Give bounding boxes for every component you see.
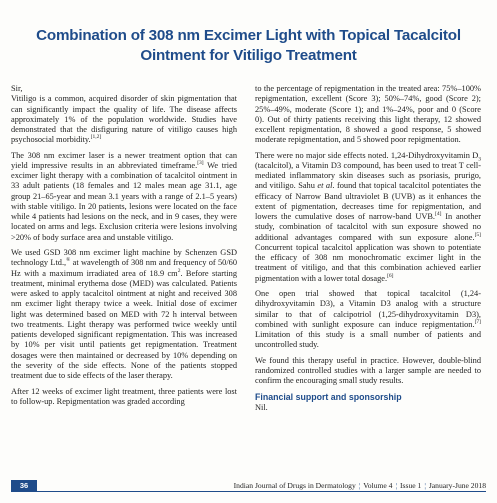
journal-info <box>234 481 486 491</box>
paragraph-methods <box>11 151 237 243</box>
paragraph-followup-text: After 12 weeks of excimer light treatment, three patients were lost to follow-up. Repigmentation was graded according <box>11 386 237 406</box>
right-column <box>255 84 481 418</box>
citation-ref: [7] <box>474 319 481 326</box>
superscript-exponent: 2 <box>177 267 181 274</box>
paragraph-procedure <box>11 248 237 381</box>
paragraph-procedure-text-a: We used GSD 308 nm excimer light machine by Schenzen GSD technology Ltd., <box>11 248 237 268</box>
page-number: 36 <box>11 480 37 492</box>
paragraph-conclusion <box>255 356 481 387</box>
paragraph-procedure-text-b: at wavelength of 308 nm and frequency of 50/60 Hz with a maximum irradiated area of 18.9 cm <box>11 258 237 278</box>
subscript: 3 <box>478 156 481 163</box>
paragraph-methods-text-b: We tried excimer light therapy with a combination of tacalcitol ointment in 33 adult patients (18 females and 12 males mean age 31.1, age group 21–65-year and mean 3.1 years with a range of 2.1–5 years) with stable vitiligo. In 20 patients, lesions were located on the face while 4 patients had lesions on the neck, and in 9 cases, they were located on arms and legs. Exclusion criteria were lesions involving >20% of body surface area and unstable vitiligo. <box>11 160 237 242</box>
journal-issue: Issue 1 <box>400 481 422 490</box>
paragraph-followup <box>11 387 237 408</box>
paragraph-discussion-text-a: There were no major side effects noted. 1,24-Dihydroxyvitamin D <box>255 150 479 160</box>
paragraph-open-trial-text-b: Limitation of this study is a small number of patients and uncontrolled study. <box>255 330 481 350</box>
paragraph-procedure-text-c: . Before starting treatment, minimal erythema dose (MED) was calculated. Patients were asked to apply tacalcitol ointment at night and received 308 nm excimer light therapy twice a week. Initial dose of excimer light was determined based on MED with 72 h interval between two treatments. Light therapy was performed twice weekly until patients developed significant repigmentation. This was increased by 10% per visit until patients get repigmentation. Treatment dosages were then maintained or decreased by 10% depending on the severity of the side effects. None of the patients stopped treatment due to side effects of the laser therapy. <box>11 268 237 381</box>
citation-ref: [5] <box>474 231 481 238</box>
registered-mark: ® <box>66 257 71 264</box>
paragraph-grading-text: to the percentage of repigmentation in the treated area: 75%–100% repigmentation, excellent (Score 3); 50%–74%, good (Score 2); 25%–49%, moderate (Score 1); and 1%–24%, poor and 0 (Score 0). Out of thirty patients receiving this light therapy, 12 showed excellent repigmentation, 8 showed a good response, 5 showed moderate repigmentation, and 5 showed poor repigmentation. <box>255 84 481 145</box>
paragraph-discussion-text-c: . found that topical tacalcitol potentiates the efficacy of Narrow Band ultraviolet B (UVB) as it enhances the extent of pigmentation, decreases time for repigmentation, and lowers the cumulative doses of narrow-band UVB. <box>255 181 481 222</box>
paragraph-intro-text: Vitiligo is a common, acquired disorder of skin pigmentation that can significantly impact the quality of life. The disease affects approximately 1% of the population worldwide. Studies have demonstrated that the disfiguring nature of vitiligo causes high psychosocial morbidity. <box>11 94 237 145</box>
paragraph-open-trial <box>255 289 481 351</box>
paragraph-methods-text-a: The 308 nm excimer laser is a newer treatment option that can yield impressive results in an abbreviated timeframe. <box>11 150 237 170</box>
paragraph-discussion-text-d: In another study, combination of tacalcitol with sun exposure showed no additional advantages compared with sun exposure alone. <box>255 212 481 242</box>
footer-divider <box>37 491 486 492</box>
paragraph-conclusion-text: We found this therapy useful in practice. However, double-blind randomized controlled studies with a larger sample are needed to confirm the encouraging small study results. <box>255 355 481 386</box>
journal-date: January-June 2018 <box>428 481 486 490</box>
citation-ref: [4] <box>435 211 442 218</box>
separator: ¦ <box>395 481 397 490</box>
journal-volume: Volume 4 <box>363 481 393 490</box>
title-line-1: Combination of 308 nm Excimer Light with Topical Tacalcitol <box>36 27 461 44</box>
paragraph-open-trial-text-a: One open trial showed that topical tacalcitol (1,24-dihydroxyvitamin D3), a Vitamin D3 analog with a structure similar to that of calcipotriol (1,25-dihydroxyvitamin D3), combined with sunlight exposure can induce repigmentation. <box>255 289 481 329</box>
page-footer <box>0 478 497 496</box>
paragraph-grading <box>255 84 481 146</box>
paragraph-intro <box>11 94 237 145</box>
citation-ref: [3] <box>197 160 204 167</box>
salutation <box>11 84 237 94</box>
paragraph-discussion-text-b: (tacalcitol), a Vitamin D3 compound, has been used to treat T cell-mediated inflammatory skin diseases such as psoriasis, prurigo, and vitiligo. Sahu <box>255 160 481 191</box>
paragraph-discussion <box>255 151 481 284</box>
section-heading-funding: Financial support and sponsorship <box>255 391 402 402</box>
separator: ¦ <box>424 481 426 490</box>
funding-statement <box>255 403 481 413</box>
title-line-2: Ointment for Vitiligo Treatment <box>140 47 357 64</box>
article-title <box>20 26 477 66</box>
citation-ref: [6] <box>387 272 394 279</box>
separator: ¦ <box>358 481 361 490</box>
salutation-text: Sir, <box>11 84 23 93</box>
left-column <box>11 84 237 412</box>
journal-name: Indian Journal of Drugs in Dermatology <box>233 481 356 490</box>
paragraph-discussion-text-e: Concurrent topical tacalcitol application was shown to potentiate the efficacy of 308 nm monochromatic excimer light in the treatment of vitiligo, and that this combination achieved earlier pigmentation with a lower total dosage. <box>255 242 481 283</box>
et-al-italic: et al <box>317 181 333 191</box>
funding-text: Nil. <box>255 402 268 412</box>
citation-ref: [1,2] <box>90 134 102 141</box>
